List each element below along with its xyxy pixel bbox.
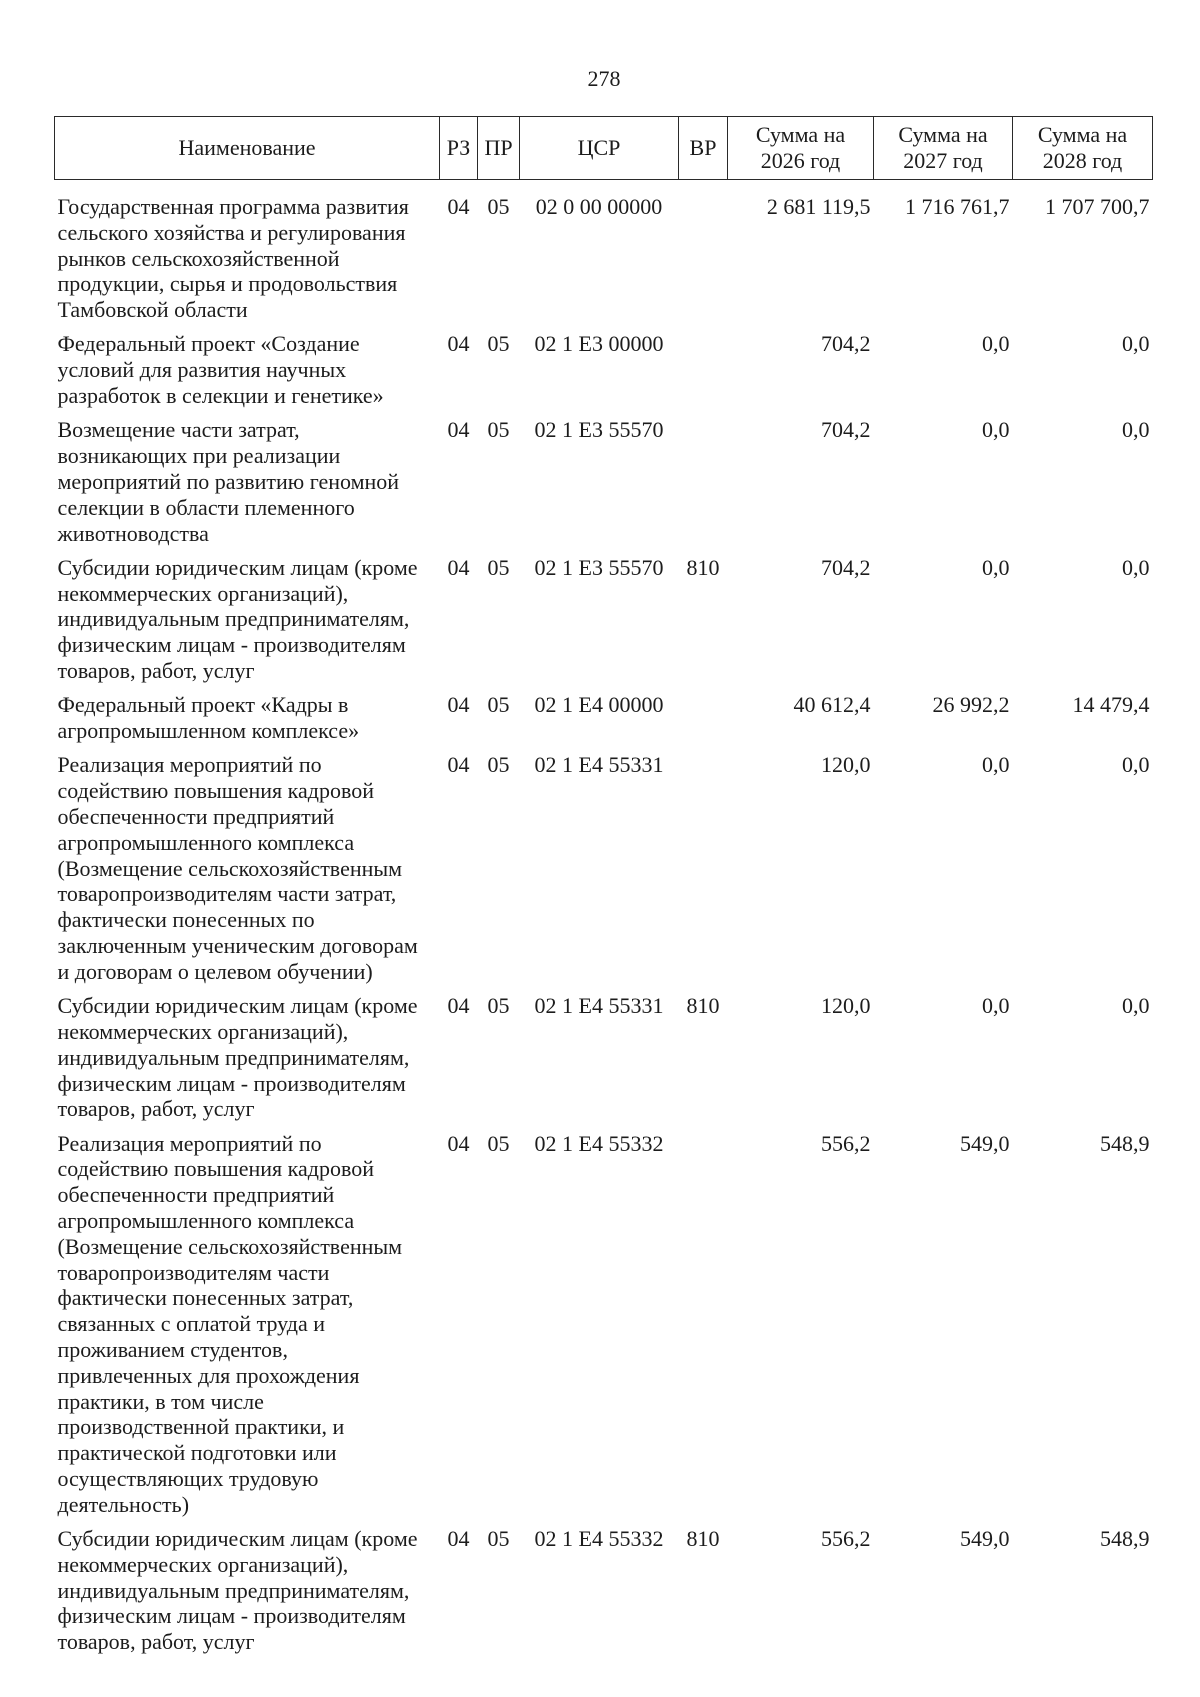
cell-vr xyxy=(679,331,728,417)
cell-sum-2027: 0,0 xyxy=(982,993,1010,1019)
row-name-line: некоммерческих организаций), xyxy=(57,1551,349,1577)
table-row xyxy=(55,692,1153,752)
row-name-line: Возмещение части затрат, xyxy=(57,417,300,443)
row-name-line: связанных с оплатой труда и xyxy=(57,1311,326,1337)
row-name-line: возникающих при реализации xyxy=(57,443,341,469)
cell-sum-2028: 1 707 700,7 xyxy=(1045,194,1150,219)
cell-pr: 05 xyxy=(487,1130,510,1156)
cell-name xyxy=(55,1131,440,1526)
page-number: 278 xyxy=(587,66,621,91)
cell-name xyxy=(55,180,440,332)
row-name-line: фактически понесенных затрат, xyxy=(57,1285,354,1311)
row-name-line: заключенным ученическим договорам xyxy=(57,933,418,959)
cell-vr: 810 xyxy=(686,554,720,580)
header-sum-2026-line: Сумма на xyxy=(755,122,846,148)
cell-csr: 02 1 Е4 55332 xyxy=(534,1526,664,1552)
cell-rz: 04 xyxy=(447,752,470,778)
cell-vr xyxy=(679,692,728,752)
row-name-line: Реализация мероприятий по xyxy=(57,752,322,778)
table-row xyxy=(55,752,1153,993)
cell-sum-2028: 548,9 xyxy=(1100,1130,1150,1156)
header-sum-2028-line: Сумма на xyxy=(1037,122,1128,148)
row-name-line: разработок в селекции и генетике» xyxy=(57,383,384,409)
row-name-line: привлеченных для прохождения xyxy=(57,1362,360,1388)
row-name-line: товаропроизводителям части затрат, xyxy=(57,881,397,907)
row-name-line: условий для развития научных xyxy=(57,357,347,383)
cell-rz: 04 xyxy=(447,1526,470,1552)
cell-csr: 02 1 Е4 55332 xyxy=(534,1130,664,1156)
cell-sum-2028: 0,0 xyxy=(1122,331,1150,357)
header-sum-2026 xyxy=(728,117,874,180)
row-name-line: товаропроизводителям части xyxy=(57,1259,330,1285)
header-sum-2028-line: 2028 год xyxy=(1042,148,1123,173)
row-name-line: физическим лицам - производителям xyxy=(57,1603,406,1629)
row-name-line: продукции, сырья и продовольствия xyxy=(57,271,398,297)
cell-rz: 04 xyxy=(447,692,470,718)
table-row xyxy=(55,1131,1153,1526)
cell-pr: 05 xyxy=(487,692,510,718)
table-body xyxy=(55,180,1153,1664)
cell-sum-2026: 556,2 xyxy=(821,1526,871,1552)
row-name-line: Федеральный проект «Кадры в xyxy=(57,692,349,718)
row-name-line: содействию повышения кадровой xyxy=(57,778,374,804)
row-name-line: товаров, работ, услуг xyxy=(57,658,255,684)
row-name-line: индивидуальным предпринимателям, xyxy=(57,1577,410,1603)
cell-sum-2027: 26 992,2 xyxy=(932,692,1010,718)
cell-vr: 810 xyxy=(686,993,720,1019)
header-sum-2027 xyxy=(874,117,1013,180)
cell-rz: 04 xyxy=(447,417,470,443)
row-name-line: товаров, работ, услуг xyxy=(57,1096,255,1122)
cell-pr: 05 xyxy=(487,752,510,778)
row-name-line: Государственная программа развития xyxy=(57,194,409,219)
cell-csr: 02 1 Е4 55331 xyxy=(534,752,664,778)
cell-name xyxy=(55,752,440,993)
cell-pr: 05 xyxy=(487,1526,510,1552)
header-sum-2027-line: 2027 год xyxy=(903,148,983,173)
cell-csr: 02 1 Е3 55570 xyxy=(534,417,664,443)
row-name-line: обеспеченности предприятий xyxy=(57,1182,335,1208)
row-name-line: (Возмещение сельскохозяйственным xyxy=(57,855,403,881)
row-name-line: и договорам о целевом обучении) xyxy=(57,958,373,984)
row-name-line: практической подготовки или xyxy=(57,1440,337,1466)
cell-vr xyxy=(679,752,728,993)
row-name-line: Федеральный проект «Создание xyxy=(57,331,360,357)
cell-rz: 04 xyxy=(447,194,470,219)
cell-pr: 05 xyxy=(487,993,510,1019)
row-name-line: товаров, работ, услуг xyxy=(57,1629,255,1655)
row-name-line: агропромышленного комплекса xyxy=(57,1207,355,1233)
row-name-line: Субсидии юридическим лицам (кроме xyxy=(57,993,418,1019)
cell-pr: 05 xyxy=(487,554,510,580)
row-name-line: фактически понесенных по xyxy=(57,907,315,933)
row-name-line: селекции в области племенного xyxy=(57,494,355,520)
header-pr: ПР xyxy=(478,117,520,180)
cell-sum-2026: 556,2 xyxy=(821,1130,871,1156)
cell-name xyxy=(55,417,440,554)
row-name-line: Субсидии юридическим лицам (кроме xyxy=(57,554,418,580)
row-name-line: деятельность) xyxy=(57,1491,190,1517)
cell-pr: 05 xyxy=(487,417,510,443)
header-rz: РЗ xyxy=(440,117,478,180)
row-name-line: животноводства xyxy=(57,520,209,546)
cell-sum-2026: 704,2 xyxy=(821,331,871,357)
cell-sum-2026: 704,2 xyxy=(821,554,871,580)
row-name-line: производственной практики, и xyxy=(57,1414,345,1440)
cell-sum-2028: 0,0 xyxy=(1122,752,1150,778)
cell-csr: 02 1 Е3 00000 xyxy=(534,331,664,357)
row-name-line: сельского хозяйства и регулирования xyxy=(57,219,406,245)
cell-sum-2028: 548,9 xyxy=(1100,1526,1150,1552)
table-row xyxy=(55,993,1153,1130)
table-row xyxy=(55,1526,1153,1663)
cell-sum-2026: 120,0 xyxy=(821,752,871,778)
cell-vr xyxy=(679,1131,728,1526)
row-name-line: Субсидии юридическим лицам (кроме xyxy=(57,1526,418,1552)
cell-sum-2028: 0,0 xyxy=(1122,417,1150,443)
cell-sum-2027: 0,0 xyxy=(982,331,1010,357)
header-sum-2027-line: Сумма на xyxy=(898,122,988,148)
cell-csr: 02 1 Е4 00000 xyxy=(534,692,664,718)
cell-csr: 02 0 00 00000 xyxy=(535,194,663,219)
cell-sum-2027: 0,0 xyxy=(982,554,1010,580)
row-name-line: индивидуальным предпринимателям, xyxy=(57,1044,410,1070)
cell-sum-2028: 0,0 xyxy=(1122,554,1150,580)
row-name-line: проживанием студентов, xyxy=(57,1336,288,1362)
header-csr: ЦСР xyxy=(520,117,679,180)
row-name-line: Реализация мероприятий по xyxy=(57,1130,322,1156)
row-name-line: мероприятий по развитию геномной xyxy=(57,468,400,494)
row-name-line: рынков сельскохозяйственной xyxy=(57,245,340,271)
cell-name xyxy=(55,555,440,692)
cell-sum-2028: 0,0 xyxy=(1122,993,1150,1019)
row-name-line: индивидуальным предпринимателям, xyxy=(57,606,410,632)
header-name: Наименование xyxy=(55,117,440,180)
table-row xyxy=(55,555,1153,692)
cell-sum-2027: 549,0 xyxy=(960,1526,1010,1552)
row-name-line: физическим лицам - производителям xyxy=(57,1070,406,1096)
row-name-line: содействию повышения кадровой xyxy=(57,1156,374,1182)
table-row xyxy=(55,417,1153,554)
row-name-line: осуществляющих трудовую xyxy=(57,1465,319,1491)
row-name-line: некоммерческих организаций), xyxy=(57,1018,349,1044)
row-name-line: (Возмещение сельскохозяйственным xyxy=(57,1233,403,1259)
row-name-line: некоммерческих организаций), xyxy=(57,580,349,606)
cell-rz: 04 xyxy=(447,554,470,580)
cell-rz: 04 xyxy=(447,1130,470,1156)
cell-rz: 04 xyxy=(447,331,470,357)
row-name-line: агропромышленном комплексе» xyxy=(57,718,360,744)
row-name-line: обеспеченности предприятий xyxy=(57,804,335,830)
cell-sum-2026: 120,0 xyxy=(821,993,871,1019)
cell-vr: 810 xyxy=(686,1526,720,1552)
cell-sum-2027: 549,0 xyxy=(960,1130,1010,1156)
cell-sum-2028: 14 479,4 xyxy=(1072,692,1150,718)
cell-name xyxy=(55,1526,440,1663)
table-row xyxy=(55,180,1153,332)
row-name-line: практики, в том числе xyxy=(57,1388,264,1414)
cell-sum-2026: 2 681 119,5 xyxy=(766,194,871,219)
cell-vr xyxy=(679,417,728,554)
row-name-line: агропромышленного комплекса xyxy=(57,829,355,855)
table-header-row xyxy=(55,117,1153,180)
cell-name xyxy=(55,993,440,1130)
cell-sum-2026: 704,2 xyxy=(821,417,871,443)
row-name-line: Тамбовской области xyxy=(57,297,248,323)
table-row xyxy=(55,331,1153,417)
header-sum-2028 xyxy=(1013,117,1153,180)
header-sum-2026-line: 2026 год xyxy=(760,148,841,173)
header-vr: ВР xyxy=(679,117,728,180)
cell-sum-2027: 1 716 761,7 xyxy=(905,194,1010,219)
cell-sum-2027: 0,0 xyxy=(982,752,1010,778)
cell-name xyxy=(55,692,440,752)
cell-rz: 04 xyxy=(447,993,470,1019)
cell-vr xyxy=(679,180,728,332)
cell-name xyxy=(55,331,440,417)
cell-sum-2027: 0,0 xyxy=(982,417,1010,443)
cell-pr: 05 xyxy=(487,331,510,357)
cell-csr: 02 1 Е3 55570 xyxy=(534,554,664,580)
cell-sum-2026: 40 612,4 xyxy=(793,692,871,718)
cell-csr: 02 1 Е4 55331 xyxy=(534,993,664,1019)
cell-pr: 05 xyxy=(487,194,510,219)
budget-table xyxy=(54,116,1153,1664)
row-name-line: физическим лицам - производителям xyxy=(57,632,406,658)
